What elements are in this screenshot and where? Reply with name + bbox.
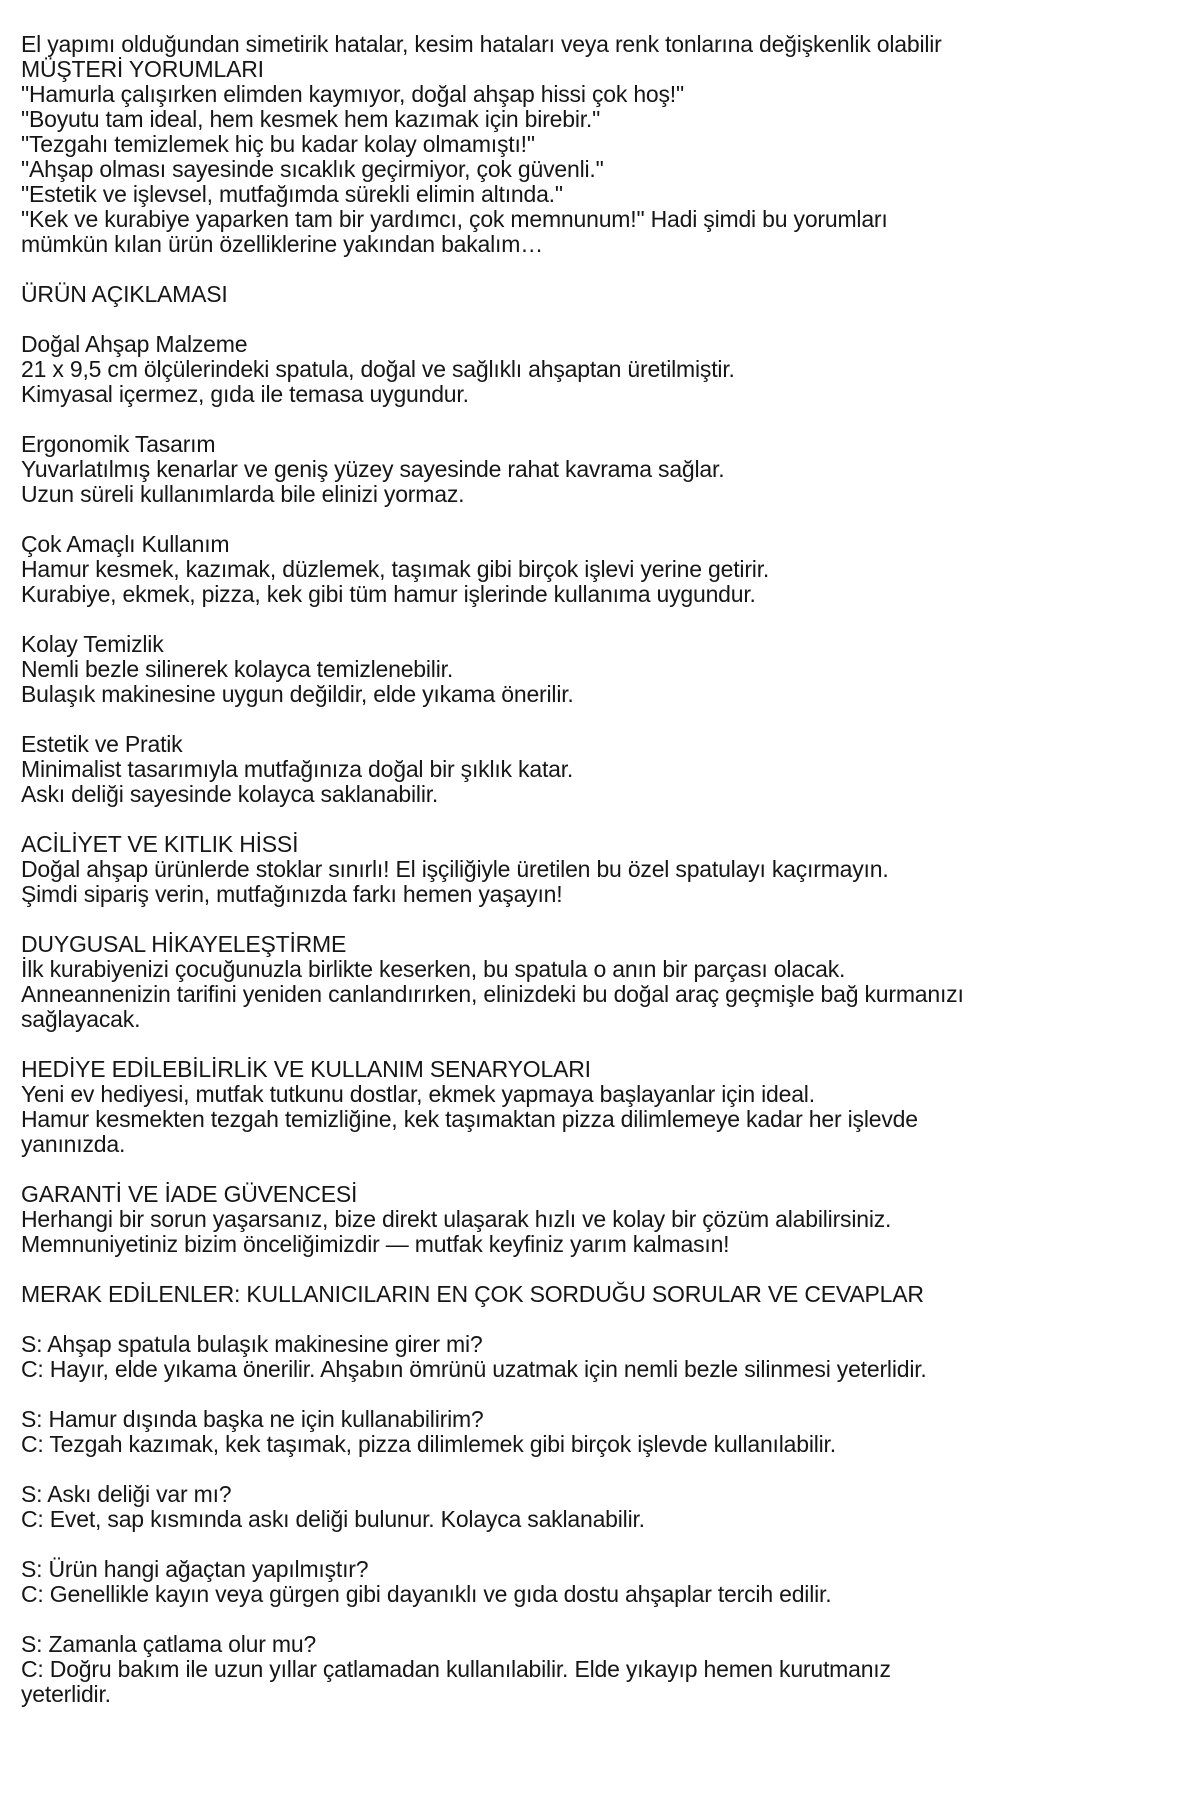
paragraph — [21, 632, 1185, 707]
text-line: Kurabiye, ekmek, pizza, kek gibi tüm hamur işlerinde kullanıma uygundur. — [21, 581, 756, 607]
paragraph — [21, 432, 1185, 507]
text-line: Doğal Ahşap Malzeme — [21, 331, 248, 357]
paragraph — [21, 1282, 1185, 1307]
text-line: HEDİYE EDİLEBİLİRLİK VE KULLANIM SENARYOLARI — [21, 1056, 591, 1082]
text-line: Anneannenizin tarifini yeniden canlandırırken, elinizdeki bu doğal araç geçmişle bağ kurmanızı — [21, 981, 964, 1007]
text-line: Yeni ev hediyesi, mutfak tutkunu dostlar, ekmek yapmaya başlayanlar için ideal. — [21, 1081, 815, 1107]
text-line: Memnuniyetiniz bizim önceliğimizdir — mutfak keyfiniz yarım kalmasın! — [21, 1231, 730, 1257]
paragraph — [21, 1632, 1185, 1707]
text-line: "Boyutu tam ideal, hem kesmek hem kazımak için birebir." — [21, 106, 601, 132]
text-line: sağlayacak. — [21, 1006, 141, 1032]
text-line: C: Hayır, elde yıkama önerilir. Ahşabın ömrünü uzatmak için nemli bezle silinmesi yeterlidir. — [21, 1356, 927, 1382]
text-line: Kolay Temizlik — [21, 631, 164, 657]
text-line: "Hamurla çalışırken elimden kaymıyor, doğal ahşap hissi çok hoş!" — [21, 81, 684, 107]
text-line: Hamur kesmek, kazımak, düzlemek, taşımak gibi birçok işlevi yerine getirir. — [21, 556, 770, 582]
paragraph — [21, 732, 1185, 807]
text-line: İlk kurabiyenizi çocuğunuzla birlikte keserken, bu spatula o anın bir parçası olacak. — [21, 956, 846, 982]
paragraph — [21, 1407, 1185, 1457]
text-line: C: Genellikle kayın veya gürgen gibi dayanıklı ve gıda dostu ahşaplar tercih edilir. — [21, 1581, 832, 1607]
paragraph — [21, 1482, 1185, 1532]
text-line: Bulaşık makinesine uygun değildir, elde yıkama önerilir. — [21, 681, 574, 707]
text-line: 21 x 9,5 cm ölçülerindeki spatula, doğal ve sağlıklı ahşaptan üretilmiştir. — [21, 356, 735, 382]
paragraph — [21, 832, 1185, 907]
text-line: DUYGUSAL HİKAYELEŞTİRME — [21, 931, 347, 957]
paragraph — [21, 1057, 1185, 1157]
text-line: yeterlidir. — [21, 1681, 111, 1707]
text-line: C: Tezgah kazımak, kek taşımak, pizza dilimlemek gibi birçok işlevde kullanılabilir. — [21, 1431, 836, 1457]
text-line: S: Zamanla çatlama olur mu? — [21, 1631, 317, 1657]
text-line: S: Askı deliği var mı? — [21, 1481, 232, 1507]
paragraph — [21, 1182, 1185, 1257]
paragraph — [21, 932, 1185, 1032]
text-line: "Tezgahı temizlemek hiç bu kadar kolay olmamıştı!" — [21, 131, 535, 157]
text-line: GARANTİ VE İADE GÜVENCESİ — [21, 1181, 358, 1207]
text-line: Çok Amaçlı Kullanım — [21, 531, 230, 557]
text-line: S: Hamur dışında başka ne için kullanabilirim? — [21, 1406, 484, 1432]
text-line: Askı deliği sayesinde kolayca saklanabilir. — [21, 781, 439, 807]
text-line: "Ahşap olması sayesinde sıcaklık geçirmiyor, çok güvenli." — [21, 156, 604, 182]
text-line: MERAK EDİLENLER: KULLANICILARIN EN ÇOK SORDUĞU SORULAR VE CEVAPLAR — [21, 1281, 924, 1307]
paragraph — [21, 32, 1185, 257]
text-line: Yuvarlatılmış kenarlar ve geniş yüzey sayesinde rahat kavrama sağlar. — [21, 456, 725, 482]
text-line: S: Ürün hangi ağaçtan yapılmıştır? — [21, 1556, 369, 1582]
paragraph — [21, 282, 1185, 307]
text-line: Şimdi sipariş verin, mutfağınızda farkı hemen yaşayın! — [21, 881, 563, 907]
text-line: Kimyasal içermez, gıda ile temasa uygundur. — [21, 381, 469, 407]
text-line: "Kek ve kurabiye yaparken tam bir yardımcı, çok memnunum!" Hadi şimdi bu yorumları — [21, 206, 888, 232]
text-line: C: Doğru bakım ile uzun yıllar çatlamadan kullanılabilir. Elde yıkayıp hemen kurutmanız — [21, 1656, 891, 1682]
paragraph — [21, 332, 1185, 407]
text-line: Minimalist tasarımıyla mutfağınıza doğal bir şıklık katar. — [21, 756, 574, 782]
text-line: mümkün kılan ürün özelliklerine yakından bakalım… — [21, 231, 544, 257]
paragraph — [21, 532, 1185, 607]
paragraph — [21, 1557, 1185, 1607]
paragraph — [21, 1332, 1185, 1382]
text-line: Nemli bezle silinerek kolayca temizlenebilir. — [21, 656, 454, 682]
text-line: Ergonomik Tasarım — [21, 431, 216, 457]
text-line: C: Evet, sap kısmında askı deliği bulunur. Kolayca saklanabilir. — [21, 1506, 645, 1532]
text-line: Herhangi bir sorun yaşarsanız, bize direkt ulaşarak hızlı ve kolay bir çözüm alabilirsiniz. — [21, 1206, 892, 1232]
text-line: El yapımı olduğundan simetirik hatalar, kesim hataları veya renk tonlarına değişkenlik olabilir — [21, 31, 942, 57]
text-line: Estetik ve Pratik — [21, 731, 183, 757]
text-line: Doğal ahşap ürünlerde stoklar sınırlı! El işçiliğiyle üretilen bu özel spatulayı kaçırmayın. — [21, 856, 889, 882]
text-line: "Estetik ve işlevsel, mutfağımda sürekli elimin altında." — [21, 181, 563, 207]
text-line: ÜRÜN AÇIKLAMASI — [21, 281, 228, 307]
text-line: Uzun süreli kullanımlarda bile elinizi yormaz. — [21, 481, 465, 507]
document-body — [21, 32, 1185, 1707]
text-line: S: Ahşap spatula bulaşık makinesine girer mi? — [21, 1331, 483, 1357]
text-line: ACİLİYET VE KITLIK HİSSİ — [21, 831, 299, 857]
text-line: yanınızda. — [21, 1131, 126, 1157]
text-line: MÜŞTERİ YORUMLARI — [21, 56, 264, 82]
text-line: Hamur kesmekten tezgah temizliğine, kek taşımaktan pizza dilimlemeye kadar her işlevde — [21, 1106, 918, 1132]
